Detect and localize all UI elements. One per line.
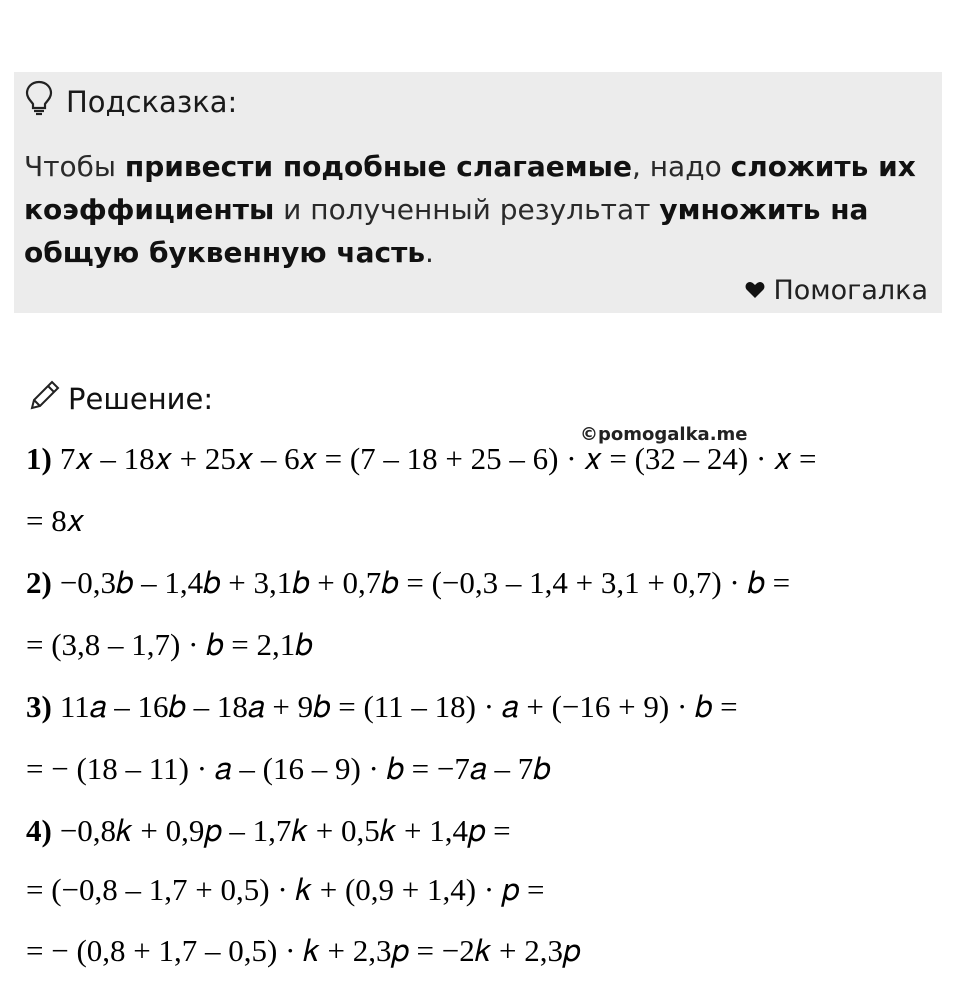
math-expression: = − (18 – 11) · 𝑎 – (16 – 9) · 𝑏 = −7𝑎 – 7𝑏	[26, 751, 551, 786]
watermark: ©pomogalka.me	[580, 424, 748, 445]
math-expression: = (−0,8 – 1,7 + 0,5) · 𝑘 + (0,9 + 1,4) · 𝑝 =	[26, 872, 545, 907]
solution-title: Решение:	[68, 381, 214, 416]
hint-header	[24, 80, 237, 123]
hint-title: Подсказка:	[66, 84, 238, 119]
math-line	[26, 813, 511, 850]
math-line	[26, 503, 84, 540]
hint-text-bold: привести подобные слагаемые	[124, 150, 632, 183]
math-expression: −0,3𝑏 – 1,4𝑏 + 3,1𝑏 + 0,7𝑏 = (−0,3 – 1,4 + 3,1 + 0,7) · 𝑏 =	[59, 565, 791, 600]
task-number: 4)	[26, 813, 52, 848]
math-expression: 11𝑎 – 16𝑏 – 18𝑎 + 9𝑏 = (11 – 18) · 𝑎 + (−16 + 9) · 𝑏 =	[59, 689, 738, 724]
hint-text-part: Чтобы	[24, 150, 125, 183]
hint-text-part: и полученный результат	[274, 193, 660, 226]
math-expression: = − (0,8 + 1,7 – 0,5) · 𝑘 + 2,3𝑝 = −2𝑘 + 2,3𝑝	[26, 933, 581, 968]
math-expression: 7𝑥 – 18𝑥 + 25𝑥 – 6𝑥 = (7 – 18 + 25 – 6) · 𝑥 = (32 – 24) · 𝑥 =	[59, 441, 817, 476]
solution-header	[28, 378, 213, 419]
heart-icon	[745, 275, 765, 306]
task-number: 2)	[26, 565, 52, 600]
lightbulb-icon	[24, 80, 54, 123]
pencil-icon	[28, 378, 62, 419]
task-number: 3)	[26, 689, 52, 724]
task-number: 1)	[26, 441, 52, 476]
math-expression: = 8𝑥	[26, 503, 84, 538]
math-line	[26, 565, 790, 602]
math-line	[26, 872, 544, 909]
math-line	[26, 751, 551, 788]
math-expression: = (3,8 – 1,7) · 𝑏 = 2,1𝑏	[26, 627, 313, 662]
math-line	[26, 441, 817, 478]
brand-name: Помогалка	[773, 275, 928, 306]
math-expression: −0,8𝑘 + 0,9𝑝 – 1,7𝑘 + 0,5𝑘 + 1,4𝑝 =	[59, 813, 511, 848]
math-line	[26, 689, 738, 726]
hint-text	[24, 145, 929, 274]
brand-credit	[745, 275, 928, 306]
math-line	[26, 627, 313, 664]
hint-text-bold: умножить на общую буквенную часть	[24, 193, 869, 269]
hint-text-part: .	[425, 236, 434, 269]
math-line	[26, 933, 580, 970]
hint-text-bold: сложить их коэффициенты	[24, 150, 916, 226]
hint-text-part: , надо	[631, 150, 731, 183]
